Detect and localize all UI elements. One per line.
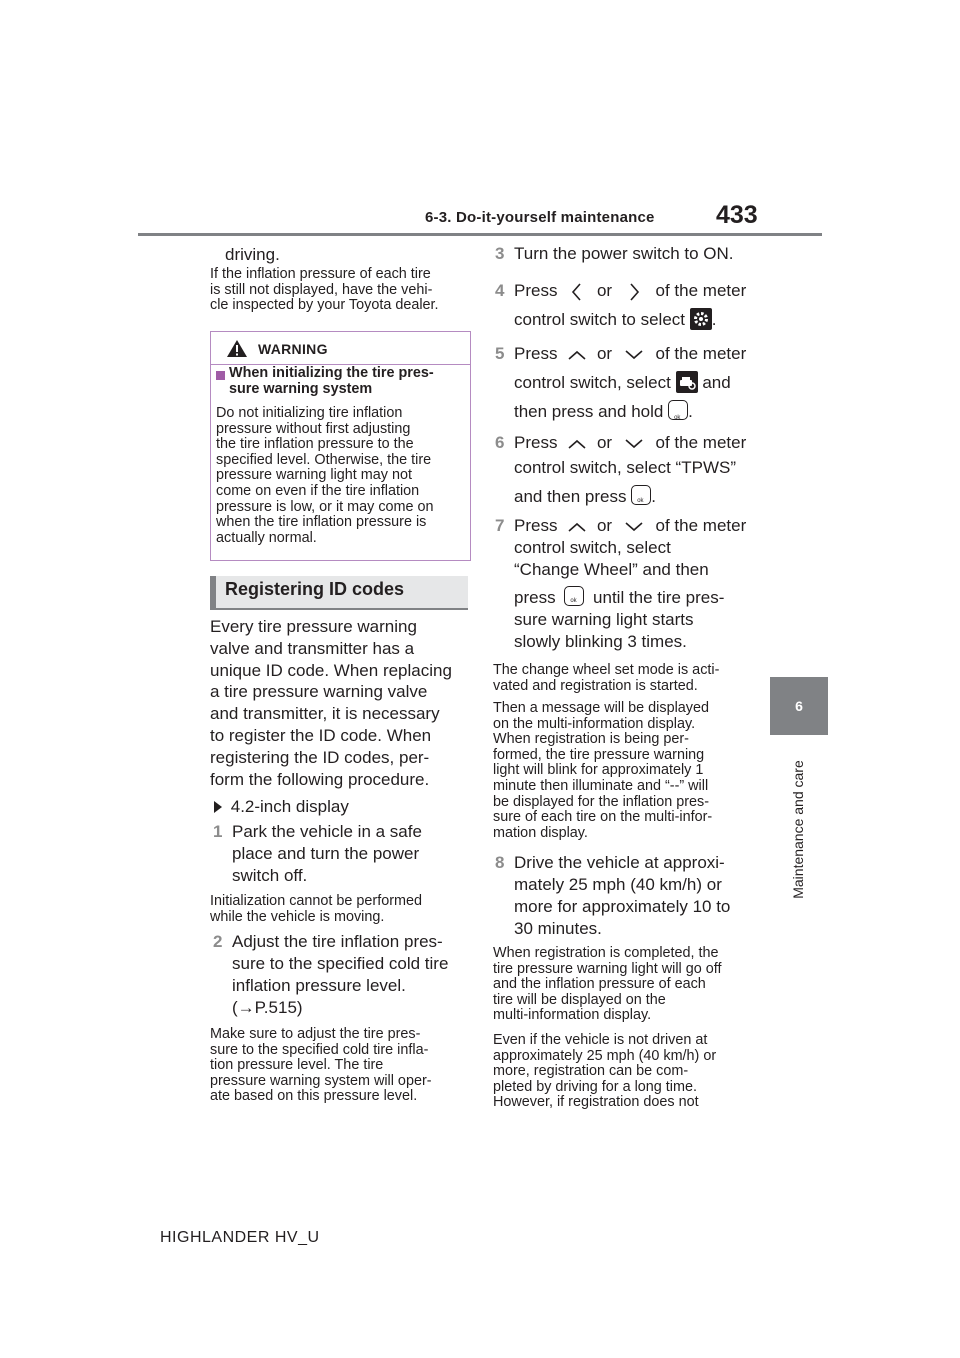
step-line: place and turn the power — [232, 844, 420, 863]
paragraph-line: Every tire pressure warning — [210, 617, 417, 636]
warning-line: Do not initializing tire inflation — [216, 405, 403, 421]
warning-line: specified level. Otherwise, the tire — [216, 451, 432, 468]
note-line: When registration is being per- — [493, 731, 689, 748]
warning-line: pressure without first adjusting — [216, 420, 411, 437]
step-4 — [495, 276, 747, 334]
step-text: of the meter — [655, 344, 747, 363]
intro-paragraph — [210, 616, 452, 790]
step-1-note — [210, 894, 422, 925]
chevron-up-icon — [565, 519, 589, 535]
step-text: press — [514, 588, 556, 607]
note-line: sure to the specified cold tire infla- — [210, 1041, 429, 1058]
step-number: 5 — [495, 344, 505, 363]
step-text: then press and hold — [514, 402, 664, 421]
settings-gear-icon — [690, 308, 712, 330]
chevron-down-icon — [622, 519, 646, 535]
step-press: Press — [514, 433, 558, 452]
note-line: tire pressure warning light will go off — [493, 960, 722, 977]
note-b — [493, 701, 712, 841]
chapter-label — [770, 742, 828, 917]
step-line: Adjust the tire inflation pres- — [232, 932, 443, 951]
note-line: and the inflation pressure of each — [493, 976, 706, 993]
note-line: Even if the vehicle is not driven at — [493, 1032, 708, 1048]
step-text: of the meter — [655, 281, 747, 300]
step-text: and — [702, 373, 731, 392]
warning-line: when the tire inflation pressure is — [216, 514, 427, 531]
note-a — [493, 663, 719, 694]
note-line: light will blink for approximately 1 — [493, 762, 704, 779]
warning-line: come on even if the tire inflation — [216, 482, 420, 499]
step-or: or — [596, 433, 613, 452]
note-line: pressure warning system will oper- — [210, 1072, 432, 1089]
chevron-up-icon — [565, 436, 589, 452]
chevron-right-icon — [623, 281, 645, 303]
warning-title: WARNING — [258, 341, 328, 357]
chapter-tab[interactable] — [770, 677, 828, 735]
step-number: 4 — [495, 281, 505, 300]
note-line: cle inspected by your Toyota dealer. — [210, 297, 439, 314]
note-line: tire will be displayed on the — [493, 991, 666, 1008]
step-6 — [495, 430, 747, 509]
step-line — [514, 305, 746, 334]
step-8 — [495, 852, 731, 940]
warning-header — [211, 332, 470, 365]
note-line: pleted by driving for a long time. — [493, 1078, 697, 1095]
step-or: or — [596, 344, 613, 363]
section-title: 6-3. Do-it-yourself maintenance — [425, 209, 655, 226]
chevron-left-icon — [566, 281, 588, 303]
step-press: Press — [514, 344, 558, 363]
arrow-bullet-icon — [214, 801, 222, 813]
display-item — [214, 796, 349, 818]
paragraph-line: registering the ID codes, per- — [210, 747, 430, 767]
step-line: inflation pressure level. — [232, 976, 406, 995]
step-2 — [213, 931, 449, 1019]
warning-triangle-icon — [226, 339, 248, 358]
step-or: or — [596, 516, 613, 535]
step-line — [514, 339, 746, 368]
step-line: switch off. — [232, 866, 308, 885]
warning-body — [216, 406, 434, 546]
step-line: “Change Wheel” and then — [514, 560, 709, 579]
step-number: 3 — [495, 244, 505, 263]
paragraph-line: unique ID code. When replacing — [210, 660, 452, 680]
note-c — [493, 946, 722, 1024]
step-text: until the tire pres- — [593, 588, 725, 607]
step-line — [514, 484, 746, 509]
step-text: of the meter — [655, 433, 747, 452]
chapter-label-text: Maintenance and care — [790, 760, 806, 899]
vehicle-settings-icon — [676, 371, 698, 393]
warning-line: pressure is low, or it may come on — [216, 498, 434, 515]
intro-note — [210, 267, 439, 314]
note-line: formed, the tire pressure warning — [493, 746, 705, 763]
ok-button-icon — [668, 400, 688, 420]
step-line — [514, 430, 746, 455]
note-line: tion pressure level. The tire — [210, 1057, 384, 1074]
step-3 — [495, 243, 734, 265]
step-line: sure to the specified cold tire — [232, 954, 449, 973]
footer-model: HIGHLANDER HV_U — [160, 1229, 320, 1246]
note-line: multi-information display. — [493, 1007, 652, 1024]
note-line: vated and registration is started. — [493, 677, 698, 694]
step-number: 2 — [213, 932, 223, 951]
section-heading-text: Registering ID codes — [225, 579, 405, 599]
note-line: When registration is completed, the — [493, 945, 719, 961]
note-line: mation display. — [493, 824, 588, 841]
note-line: on the multi-information display. — [493, 715, 696, 732]
step-end: . — [651, 487, 656, 506]
heading-bar — [210, 576, 216, 610]
note-line: Initialization cannot be performed — [210, 893, 422, 909]
step-line: more for approximately 10 to — [514, 897, 731, 916]
note-line: is still not displayed, have the vehi- — [210, 281, 433, 298]
step-text: control switch, select — [514, 373, 671, 392]
note-line: Make sure to adjust the tire pres- — [210, 1026, 421, 1042]
step-line — [514, 368, 746, 397]
chevron-down-icon — [622, 347, 646, 363]
step-line — [514, 276, 746, 305]
note-line: approximately 25 mph (40 km/h) or — [493, 1047, 717, 1064]
warning-line: actually normal. — [216, 529, 317, 546]
warning-box — [210, 331, 471, 561]
page-reference-link[interactable]: (→P.515) — [232, 998, 303, 1017]
step-line — [514, 397, 746, 426]
section-heading — [210, 576, 468, 610]
chapter-number: 6 — [795, 698, 803, 714]
step-1 — [213, 821, 422, 887]
note-line: minute then illuminate and “--” will — [493, 777, 709, 794]
step-line — [514, 586, 746, 609]
warning-heading-line: When initializing the tire pres- — [229, 365, 434, 381]
note-d — [493, 1033, 716, 1111]
chevron-down-icon — [622, 436, 646, 452]
note-line: If the inflation pressure of each tire — [210, 266, 431, 282]
paragraph-line: form the following procedure. — [210, 769, 430, 789]
bullet-square-icon — [216, 371, 225, 380]
driving-text: driving. — [225, 245, 280, 264]
step-7 — [495, 515, 747, 653]
paragraph-line: a tire pressure warning valve — [210, 682, 428, 702]
paragraph-line: and transmitter, it is necessary — [210, 704, 440, 724]
warning-heading — [229, 366, 434, 397]
step-line — [514, 515, 746, 537]
step-number: 1 — [213, 822, 223, 841]
note-line: The change wheel set mode is acti- — [493, 662, 720, 678]
step-line: Park the vehicle in a safe — [232, 822, 422, 841]
warning-line: pressure warning light may not — [216, 467, 412, 484]
step-2-note — [210, 1027, 432, 1105]
step-number: 6 — [495, 433, 505, 452]
step-press: Press — [514, 516, 558, 535]
display-item-text: 4.2-inch display — [230, 797, 349, 816]
paragraph-line: to register the ID code. When — [210, 725, 432, 745]
warning-heading-line: sure warning system — [229, 380, 373, 397]
step-text: control switch to select — [514, 310, 686, 329]
chevron-up-icon — [565, 347, 589, 363]
header-rule — [138, 233, 822, 236]
step-text: of the meter — [655, 516, 747, 535]
step-line: control switch, select — [514, 538, 671, 557]
note-line: be displayed for the inflation pres- — [493, 793, 709, 810]
ok-button-icon — [564, 586, 584, 606]
note-line: Then a message will be displayed — [493, 700, 709, 716]
note-line: sure of each tire on the multi-infor- — [493, 809, 713, 826]
note-line: while the vehicle is moving. — [210, 908, 385, 925]
step-end: . — [711, 310, 717, 329]
step-line: sure warning light starts — [514, 610, 694, 629]
step-line: Turn the power switch to ON. — [514, 244, 734, 263]
step-number: 7 — [495, 516, 505, 535]
paragraph-line: valve and transmitter has a — [210, 638, 415, 658]
step-line: control switch, select “TPWS” — [514, 458, 736, 477]
step-line: mately 25 mph (40 km/h) or — [514, 875, 722, 894]
warning-line: the tire inflation pressure to the — [216, 436, 414, 453]
step-line: slowly blinking 3 times. — [514, 632, 687, 651]
step-or: or — [596, 281, 613, 300]
step-number: 8 — [495, 853, 505, 872]
ok-button-icon — [631, 485, 651, 505]
step-5 — [495, 339, 747, 426]
step-text: and then press — [514, 487, 627, 506]
step-line: 30 minutes. — [514, 919, 602, 938]
step-press: Press — [514, 281, 558, 300]
note-line: However, if registration does not — [493, 1094, 699, 1111]
note-line: ate based on this pressure level. — [210, 1088, 418, 1105]
page-number: 433 — [716, 201, 758, 229]
step-end: . — [688, 402, 693, 421]
note-line: more, registration can be com- — [493, 1063, 689, 1080]
step-line: Drive the vehicle at approxi- — [514, 853, 725, 872]
